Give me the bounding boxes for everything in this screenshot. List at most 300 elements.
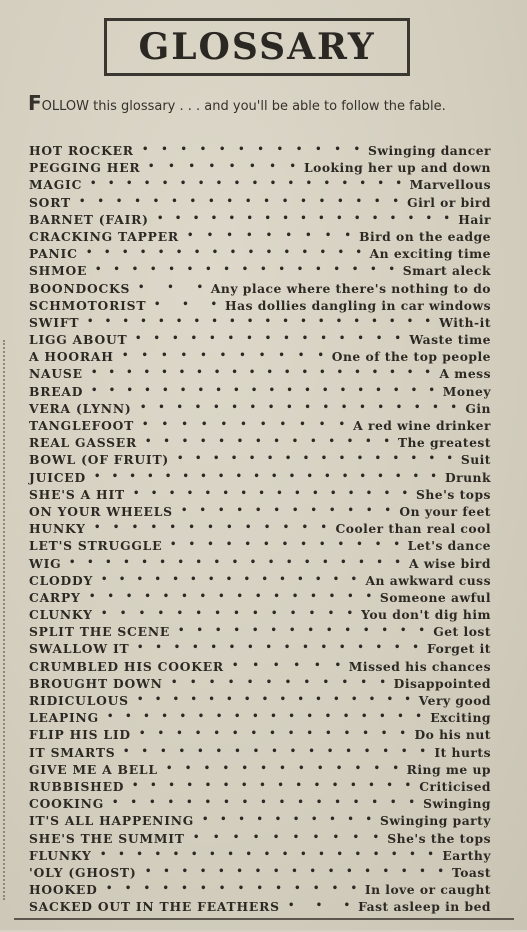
leader-dot: •	[341, 178, 348, 190]
leader-dot: •	[241, 762, 248, 774]
glossary-definition: Gin	[465, 400, 491, 416]
leader-dot: •	[309, 865, 316, 877]
leader-dot: •	[301, 333, 309, 345]
leader-dot: •	[200, 436, 207, 448]
glossary-term: 'OLY (GHOST)	[29, 864, 137, 880]
leader-dot: •	[118, 573, 126, 585]
leader-dot: •	[364, 865, 371, 877]
glossary-entry	[29, 898, 491, 915]
leader-dot: •	[208, 676, 216, 688]
glossary-definition: Disappointed	[393, 675, 491, 691]
glossary-term: IT SMARTS	[29, 744, 116, 760]
leader-dot: •	[326, 745, 334, 757]
leader-dot: •	[187, 229, 194, 241]
leader-dot: •	[210, 298, 217, 310]
glossary-term: GIVE ME A BELL	[29, 761, 158, 777]
leader-dot: •	[363, 625, 370, 637]
leader-dot: •	[337, 195, 344, 207]
leader-dot: •	[158, 401, 165, 413]
leader-dot: •	[282, 522, 290, 534]
leader-dot: •	[301, 522, 309, 534]
leader-dot: •	[143, 711, 150, 723]
leader-dot: •	[257, 144, 264, 155]
leader-dot: •	[142, 144, 149, 155]
leader-dot: •	[281, 848, 289, 860]
leader-dot: •	[332, 573, 340, 585]
leader-dot: •	[223, 797, 230, 809]
leader-dot: •	[125, 590, 133, 602]
leader-dot: •	[233, 625, 240, 637]
leader-dot: •	[199, 865, 207, 877]
leader-dot: •	[104, 315, 112, 327]
leader-dot: •	[210, 642, 217, 654]
leader-dots	[193, 832, 379, 843]
leader-dot: •	[193, 315, 200, 327]
leader-dot: •	[90, 178, 97, 190]
leader-dot: •	[179, 711, 186, 723]
leader-dot: •	[446, 453, 453, 465]
leader-dot: •	[136, 848, 143, 860]
leader-dot: •	[155, 642, 162, 654]
leader-dot: •	[172, 333, 179, 345]
leader-dots	[101, 608, 353, 619]
leader-dots	[122, 350, 324, 361]
leader-dot: •	[377, 401, 384, 413]
leader-dot: •	[293, 659, 300, 671]
leader-dot: •	[261, 694, 269, 705]
leader-dot: •	[278, 350, 285, 362]
leader-dot: •	[295, 779, 302, 791]
leader-dot: •	[377, 470, 384, 482]
leader-dot: •	[153, 333, 160, 345]
leader-dot: •	[250, 384, 258, 396]
leader-dot: •	[194, 453, 202, 465]
leader-dot: •	[352, 797, 360, 809]
leader-dot: •	[314, 659, 321, 671]
leader-dot: •	[382, 865, 390, 877]
leader-dot: •	[324, 470, 331, 482]
leader-dot: •	[289, 608, 297, 620]
leader-dots	[288, 900, 350, 911]
glossary-term: A HOORAH	[29, 349, 114, 365]
leader-dot: •	[288, 900, 295, 912]
leader-dot: •	[194, 401, 202, 413]
glossary-definition: You don't dig him	[361, 607, 491, 623]
leader-dot: •	[297, 350, 305, 362]
leader-dot: •	[334, 144, 341, 155]
leader-dot: •	[259, 419, 267, 430]
leader-dot: •	[196, 625, 203, 637]
leader-dot: •	[281, 539, 289, 551]
leader-dot: •	[302, 453, 310, 465]
leader-dot: •	[333, 264, 340, 276]
leader-dot: •	[287, 728, 295, 740]
leader-dot: •	[374, 539, 382, 551]
leader-dot: •	[226, 229, 233, 241]
left-column-rule	[3, 340, 8, 900]
glossary-entry	[29, 830, 491, 847]
glossary-definition: Has dollies dangling in car windows	[224, 297, 491, 313]
leader-dot: •	[300, 195, 307, 207]
glossary-entry	[29, 847, 491, 864]
leader-dot: •	[147, 470, 154, 482]
glossary-definition: An awkward cuss	[365, 572, 491, 588]
leader-dot: •	[394, 333, 401, 345]
glossary-entry	[29, 658, 491, 675]
leader-dot: •	[203, 762, 211, 774]
leader-dot: •	[218, 865, 225, 877]
leader-dot: •	[150, 264, 157, 276]
leader-dots	[187, 230, 351, 241]
leader-dot: •	[154, 298, 161, 310]
leader-dot: •	[240, 487, 247, 499]
glossary-definition: Girl or bird	[407, 194, 491, 210]
leader-dot: •	[179, 178, 187, 190]
drop-cap: F	[28, 91, 42, 115]
leader-dot: •	[247, 247, 255, 259]
leader-dot: •	[401, 487, 408, 499]
glossary-definition: Criticised	[419, 778, 491, 794]
leader-dot: •	[346, 436, 354, 448]
leader-dot: •	[273, 504, 280, 516]
leader-dot: •	[162, 384, 169, 396]
leader-dot: •	[359, 401, 366, 413]
leader-dot: •	[347, 590, 354, 602]
leader-dot: •	[105, 556, 112, 568]
leader-dot: •	[400, 745, 408, 757]
leader-dot: •	[172, 573, 179, 585]
leader-dots	[106, 883, 357, 894]
leader-dot: •	[245, 848, 252, 860]
glossary-entry	[29, 572, 491, 589]
leader-dot: •	[292, 831, 300, 843]
leader-dot: •	[200, 883, 207, 895]
leader-dot: •	[331, 779, 339, 791]
glossary-definition: Exciting	[430, 710, 491, 726]
leader-dot: •	[352, 831, 360, 843]
leader-dot: •	[450, 401, 457, 413]
leader-dot: •	[227, 848, 234, 860]
intro-paragraph	[28, 91, 498, 115]
glossary-entry	[29, 280, 491, 297]
leader-dot: •	[252, 608, 259, 620]
leader-dot: •	[408, 797, 415, 809]
leader-dot: •	[298, 762, 305, 774]
leader-dot: •	[306, 711, 313, 723]
leader-dot: •	[143, 883, 151, 895]
leader-dot: •	[244, 539, 251, 551]
leader-dot: •	[399, 728, 406, 740]
leader-dot: •	[397, 711, 404, 723]
leader-dot: •	[199, 590, 207, 602]
glossary-term: SHE'S THE SUMMIT	[29, 830, 185, 846]
glossary-term: JUICED	[29, 469, 86, 485]
leader-dot: •	[409, 848, 416, 860]
leader-dot: •	[331, 883, 339, 895]
leader-dot: •	[176, 728, 183, 740]
leader-dot: •	[384, 504, 391, 516]
glossary-entry	[29, 640, 491, 657]
leader-dot: •	[273, 590, 280, 602]
leader-dot: •	[315, 264, 322, 276]
leader-dot: •	[141, 745, 148, 757]
leader-dot: •	[138, 608, 146, 620]
glossary-term: SCHMOTORIST	[29, 297, 147, 313]
glossary-definition: Bird on the eadge	[359, 228, 491, 244]
leader-dot: •	[305, 178, 313, 190]
glossary-term: SWIFT	[29, 314, 80, 330]
leader-dot: •	[412, 642, 419, 654]
leader-dot: •	[406, 315, 414, 327]
glossary-entry	[29, 331, 491, 348]
glossary-definition: On your feet	[399, 503, 491, 519]
leader-dot: •	[354, 762, 362, 774]
leader-dot: •	[428, 384, 435, 396]
glossary-term: LET'S STRUGGLE	[29, 538, 163, 554]
leader-dot: •	[300, 212, 307, 224]
glossary-entry	[29, 778, 491, 795]
leader-dot: •	[334, 797, 341, 809]
leader-dot: •	[263, 848, 271, 860]
leader-dot: •	[89, 590, 96, 602]
leader-dot: •	[319, 539, 326, 551]
glossary-definition: It hurts	[434, 744, 491, 760]
leader-dot: •	[263, 539, 270, 551]
leader-dot: •	[251, 178, 259, 190]
leader-dot: •	[145, 436, 152, 448]
leader-dot: •	[304, 401, 311, 413]
leader-dot: •	[371, 367, 379, 379]
glossary-term: CLUNKY	[29, 607, 93, 623]
leader-dot: •	[101, 573, 108, 585]
leader-dot: •	[246, 212, 253, 224]
leader-dot: •	[386, 694, 393, 705]
leader-dot: •	[264, 315, 272, 327]
glossary-entry	[29, 383, 491, 400]
leader-dot: •	[265, 247, 273, 259]
leader-dot: •	[292, 814, 300, 826]
leader-dot: •	[300, 315, 307, 327]
leader-dot: •	[308, 745, 315, 757]
leader-dot: •	[106, 883, 113, 895]
leader-dot: •	[173, 642, 181, 654]
leader-dot: •	[391, 848, 398, 860]
leader-dot: •	[188, 539, 196, 551]
leader-dot: •	[322, 401, 330, 413]
leader-dot: •	[418, 625, 425, 637]
leader-dot: •	[344, 625, 351, 637]
glossary-definition: Swinging	[423, 796, 491, 812]
leader-dot: •	[182, 470, 189, 482]
leader-dot: •	[161, 367, 168, 379]
leader-dots	[138, 282, 203, 293]
leader-dot: •	[197, 711, 205, 723]
leader-dot: •	[188, 522, 195, 534]
leader-dot: •	[161, 350, 168, 362]
leader-dot: •	[130, 797, 137, 809]
leader-dot: •	[256, 814, 263, 826]
glossary-definition: Get lost	[433, 624, 491, 640]
leader-dot: •	[208, 161, 216, 173]
glossary-definition: She's tops	[415, 486, 491, 502]
glossary-definition: Waste time	[409, 332, 491, 348]
leader-dot: •	[350, 779, 357, 791]
leader-dot: •	[328, 436, 335, 448]
leader-dot: •	[176, 608, 183, 620]
leader-dot: •	[149, 797, 156, 809]
leader-dots	[95, 264, 395, 275]
leader-dot: •	[186, 487, 194, 499]
leader-dot: •	[215, 178, 223, 190]
glossary-entry	[29, 589, 491, 606]
leader-dot: •	[190, 333, 197, 345]
leader-dot: •	[157, 728, 165, 740]
leader-dot: •	[365, 436, 372, 448]
leader-dot: •	[248, 367, 256, 379]
leader-dot: •	[241, 779, 248, 791]
leader-dot: •	[220, 419, 228, 430]
leader-dot: •	[131, 264, 139, 276]
glossary-entry	[29, 434, 491, 451]
leader-dot: •	[215, 711, 223, 723]
leader-dot: •	[278, 797, 286, 809]
leader-dot: •	[190, 573, 197, 585]
leader-dots	[123, 746, 426, 757]
leader-dot: •	[315, 694, 322, 705]
leader-dot: •	[368, 694, 376, 705]
leader-dot: •	[265, 229, 273, 241]
leader-dot: •	[317, 315, 325, 327]
leader-dot: •	[360, 676, 367, 688]
leader-dot: •	[212, 453, 220, 465]
leader-dot: •	[177, 556, 184, 568]
leader-dot: •	[218, 144, 226, 155]
leader-dots	[142, 419, 345, 430]
leader-dot: •	[181, 883, 188, 895]
leader-dot: •	[407, 212, 415, 224]
leader-dot: •	[222, 487, 229, 499]
glossary-definition: Hair	[458, 211, 491, 227]
leader-dot: •	[266, 367, 273, 379]
leader-dot: •	[233, 178, 241, 190]
glossary-term: LIGG ABOUT	[29, 332, 128, 348]
leader-dot: •	[143, 178, 151, 190]
leader-dot: •	[150, 779, 157, 791]
glossary-term: WIG	[29, 555, 62, 571]
leader-dot: •	[208, 195, 215, 207]
leader-dot: •	[338, 333, 346, 345]
leader-dot: •	[256, 883, 263, 895]
leader-dot: •	[188, 161, 195, 173]
leader-dot: •	[320, 333, 327, 345]
leader-dot: •	[139, 728, 146, 740]
leader-dot: •	[69, 556, 76, 568]
leader-dot: •	[181, 865, 188, 877]
leader-dot: •	[337, 539, 345, 551]
leader-dot: •	[319, 367, 326, 379]
leader-dot: •	[317, 350, 324, 362]
leader-dot: •	[276, 144, 284, 155]
leader-dot: •	[91, 384, 98, 396]
leader-dot: •	[197, 745, 204, 757]
leader-dot: •	[341, 676, 348, 688]
leader-dot: •	[310, 590, 317, 602]
leader-dot: •	[136, 573, 144, 585]
leader-dot: •	[295, 144, 303, 155]
leader-dot: •	[227, 676, 235, 688]
leader-dot: •	[326, 625, 333, 637]
glossary-term: CRUMBLED HIS COOKER	[29, 658, 224, 674]
leader-dot: •	[107, 711, 114, 723]
leader-dot: •	[340, 556, 347, 568]
leader-dot: •	[246, 333, 253, 345]
leader-dot: •	[338, 453, 346, 465]
leader-dot: •	[372, 848, 380, 860]
glossary-entry	[29, 606, 491, 623]
leader-dot: •	[341, 470, 349, 482]
leader-dot: •	[371, 212, 379, 224]
leader-dot: •	[286, 384, 293, 396]
leader-dot: •	[307, 625, 314, 637]
glossary-term: COOKING	[29, 796, 104, 812]
leader-dot: •	[162, 883, 169, 895]
leader-dot: •	[393, 384, 400, 396]
glossary-term: LEAPING	[29, 710, 99, 726]
leader-dots	[86, 247, 362, 258]
leader-dot: •	[252, 711, 259, 723]
leader-dot: •	[140, 315, 147, 327]
leader-dot: •	[125, 178, 133, 190]
leader-dot: •	[394, 642, 401, 654]
leader-dot: •	[213, 556, 221, 568]
leader-dot: •	[168, 161, 175, 173]
glossary-definition: An exciting time	[369, 246, 491, 262]
leader-dot: •	[217, 470, 225, 482]
leader-dot: •	[252, 745, 260, 757]
leader-dot: •	[318, 212, 325, 224]
leader-dot: •	[199, 504, 206, 516]
leader-dot: •	[223, 264, 230, 276]
glossary-entry	[29, 881, 491, 898]
leader-dot: •	[389, 212, 397, 224]
leader-dot: •	[312, 883, 320, 895]
leader-dot: •	[260, 264, 267, 276]
leader-dot: •	[291, 590, 299, 602]
leader-dot: •	[318, 848, 325, 860]
glossary-definition: The greatest	[397, 435, 491, 451]
leader-dot: •	[197, 178, 205, 190]
leader-dot: •	[419, 745, 426, 757]
leader-dot: •	[424, 315, 431, 327]
leader-dot: •	[121, 247, 129, 259]
leader-dot: •	[312, 831, 320, 843]
glossary-term: SWALLOW IT	[29, 641, 130, 657]
leader-dot: •	[206, 229, 214, 241]
glossary-definition: Any place where there's nothing to do	[210, 280, 491, 296]
leader-dot: •	[167, 281, 174, 293]
leader-dot: •	[218, 436, 225, 448]
leader-dot: •	[308, 608, 316, 620]
glossary-definition: In love or caught	[364, 882, 491, 898]
leader-dot: •	[336, 367, 344, 379]
glossary-entry	[29, 520, 491, 537]
leader-dot: •	[137, 694, 144, 705]
leader-dot: •	[351, 264, 359, 276]
leader-dot: •	[254, 865, 262, 877]
glossary-term: REAL GASSER	[29, 435, 137, 451]
leader-dot: •	[133, 487, 140, 499]
leader-dot: •	[232, 728, 239, 740]
